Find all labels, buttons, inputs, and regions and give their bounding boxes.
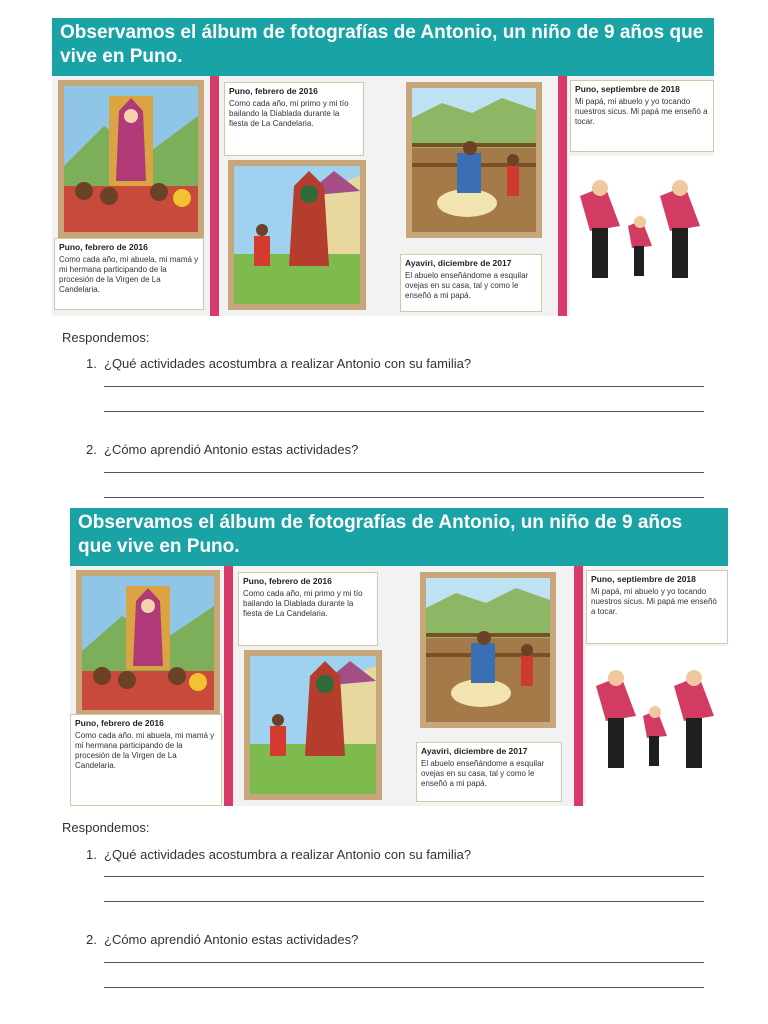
caption-text: Como cada año, mi primo y mi tío bailando la Diablada durante la fiesta de La Candelaria. [229,99,349,128]
caption-shearing [400,254,542,312]
caption-title: Puno, febrero de 2016 [243,576,332,586]
album-title-banner: Observamos el álbum de fotografías de Antonio, un niño de 9 años que vive en Puno. [52,18,714,76]
photo-album [70,566,728,806]
caption-text: Mi papá, mi abuelo y yo tocando nuestros sicus. Mi papá me enseñó a tocar. [591,587,717,616]
album-divider [558,76,567,316]
photo-sicus [586,646,728,806]
caption-text: Como cada año, mi primo y mi tío bailando la Diablada durante la fiesta de La Candelaria. [243,589,363,618]
respond-label: Respondemos: [62,330,150,345]
photo-diablada [244,650,382,800]
caption-title: Puno, septiembre de 2018 [575,84,680,94]
worksheet-section-2 [0,505,768,1024]
question-number: 1. [86,847,97,862]
answer-line[interactable] [104,411,704,412]
question-1 [86,847,471,862]
caption-shearing [416,742,562,802]
question-text: ¿Qué actividades acostumbra a realizar Antonio con su familia? [104,847,472,862]
answer-line[interactable] [104,901,704,902]
question-number: 2. [86,932,97,947]
photo-diablada [228,160,366,310]
respond-label: Respondemos: [62,820,150,835]
photo-procession [58,80,204,238]
question-number: 1. [86,356,97,371]
photo-procession [76,570,220,716]
caption-text: Como cada año, mi abuela, mi mamá y mi hermana participando de la procesión de la Virgen de La Candelaria. [59,255,199,294]
question-text: ¿Qué actividades acostumbra a realizar Antonio con su familia? [104,356,472,371]
caption-sicus [570,80,714,152]
album-title-banner: Observamos el álbum de fotografías de Antonio, un niño de 9 años que vive en Puno. [70,508,728,566]
album-divider [574,566,583,806]
question-text: ¿Cómo aprendió Antonio estas actividades? [104,442,359,457]
caption-title: Ayaviri, diciembre de 2017 [421,746,528,756]
question-1 [86,356,471,371]
answer-line[interactable] [104,962,704,963]
caption-procession [54,238,204,310]
question-2 [86,932,358,947]
answer-line[interactable] [104,386,704,387]
answer-line[interactable] [104,876,704,877]
answer-line[interactable] [104,987,704,988]
caption-text: Mi papá, mi abuelo y yo tocando nuestros sicus. Mi papá me enseñó a tocar. [575,97,708,126]
caption-title: Puno, febrero de 2016 [59,242,148,252]
caption-title: Puno, febrero de 2016 [229,86,318,96]
caption-diablada [238,572,378,646]
album-divider [210,76,219,316]
album-divider [224,566,233,806]
caption-text: Como cada año. mi abuela, mi mamá y mi hermana participando de la procesión de la Virgen de La Candelaria. [75,731,215,770]
answer-line[interactable] [104,497,704,498]
caption-title: Puno, febrero de 2016 [75,718,164,728]
photo-sicus [570,156,714,316]
caption-sicus [586,570,728,644]
caption-diablada [224,82,364,156]
caption-title: Puno, septiembre de 2018 [591,574,696,584]
photo-album [52,76,714,316]
question-number: 2. [86,442,97,457]
question-text: ¿Cómo aprendió Antonio estas actividades? [104,932,359,947]
question-2 [86,442,358,457]
caption-text: El abuelo enseñándome a esquilar ovejas en su casa, tal y como le enseñó a mi papá. [405,271,529,300]
caption-text: El abuelo enseñándome a esquilar ovejas en su casa, tal y como le enseñó a mi papá. [421,759,545,788]
worksheet-section-1 [0,0,768,505]
photo-shearing [420,572,556,728]
caption-title: Ayaviri, diciembre de 2017 [405,258,512,268]
caption-procession [70,714,222,806]
photo-shearing [406,82,542,238]
answer-line[interactable] [104,472,704,473]
